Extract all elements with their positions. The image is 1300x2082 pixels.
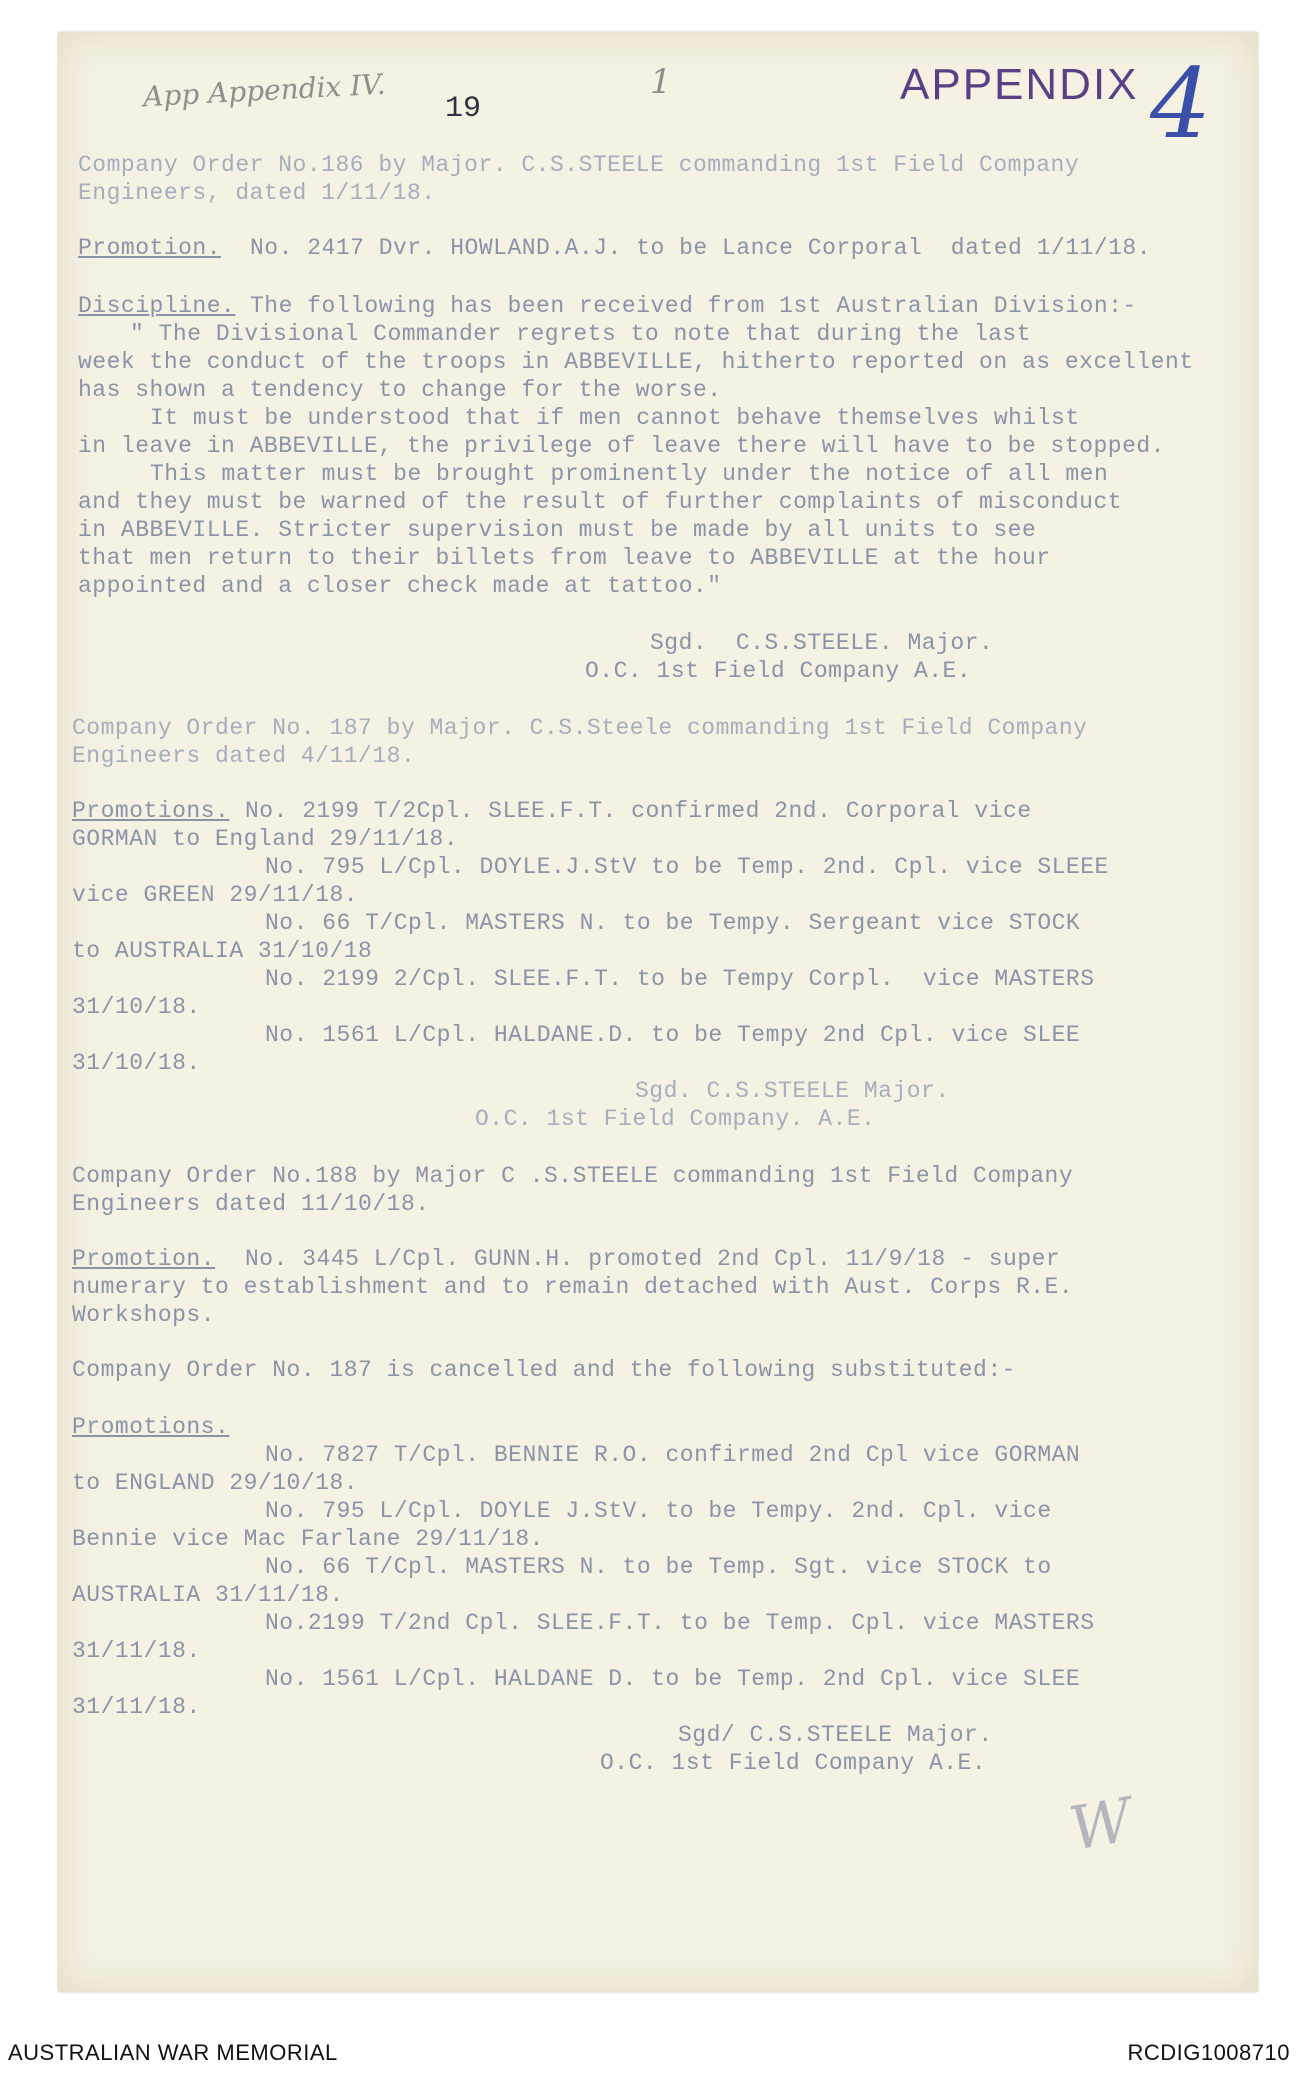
promotion-line: No. 795 L/Cpl. DOYLE J.StV. to be Tempy. 2nd. Cpl. vice (265, 1498, 1052, 1524)
order-186-signature-1: Sgd. C.S.STEELE. Major. (650, 630, 994, 656)
promotion-line: GORMAN to England 29/11/18. (72, 826, 459, 852)
order-187-header-2: Engineers dated 4/11/18. (72, 743, 416, 769)
promotion-line: No. 1561 L/Cpl. HALDANE D. to be Temp. 2nd Cpl. vice SLEE (265, 1666, 1081, 1692)
discipline-line: The following has been received from 1st Australian Division:- (250, 293, 1137, 319)
promotion-line: No. 3445 L/Cpl. GUNN.H. promoted 2nd Cpl. 11/9/18 - super (245, 1246, 1061, 1272)
order-188-header-1: Company Order No.188 by Major C .S.STEELE commanding 1st Field Company (72, 1163, 1074, 1189)
order-187-promotions-heading: Promotions. (72, 798, 230, 824)
discipline-line: appointed and a closer check made at tattoo." (78, 573, 722, 599)
promotion-line: Bennie vice Mac Farlane 29/11/18. (72, 1526, 544, 1552)
promotion-line: to ENGLAND 29/10/18. (72, 1470, 359, 1496)
promotion-line: vice GREEN 29/11/18. (72, 882, 359, 908)
order-187-signature-1: Sgd. C.S.STEELE Major. (635, 1078, 950, 1104)
promotion-line: No. 66 T/Cpl. MASTERS N. to be Temp. Sgt. vice STOCK to (265, 1554, 1052, 1580)
promotion-line: No. 795 L/Cpl. DOYLE.J.StV to be Temp. 2nd. Cpl. vice SLEEE (265, 854, 1109, 880)
promotion-line: 31/11/18. (72, 1694, 201, 1720)
promotion-line: No. 7827 T/Cpl. BENNIE R.O. confirmed 2nd Cpl vice GORMAN (265, 1442, 1081, 1468)
promotion-line: No. 2199 T/2Cpl. SLEE.F.T. confirmed 2nd. Corporal vice (245, 798, 1032, 824)
order-188-promotion-heading: Promotion. (72, 1246, 216, 1272)
footer-institution: AUSTRALIAN WAR MEMORIAL (8, 2040, 338, 2065)
discipline-line: This matter must be brought prominently under the notice of all men (150, 461, 1109, 487)
discipline-line: and they must be warned of the result of further complaints of misconduct (78, 489, 1123, 515)
discipline-line: in ABBEVILLE. Stricter supervision must be made by all units to see (78, 517, 1037, 543)
order-187-signature-2: O.C. 1st Field Company. A.E. (475, 1106, 876, 1132)
order-186-signature-2: O.C. 1st Field Company A.E. (585, 658, 972, 684)
promotion-line: 31/11/18. (72, 1638, 201, 1664)
cancellation-line: Company Order No. 187 is cancelled and the following substituted:- (72, 1357, 1016, 1383)
order-186-promotion-heading: Promotion. (78, 235, 222, 261)
promotion-line: 31/10/18. (72, 994, 201, 1020)
promotion-line: No. 66 T/Cpl. MASTERS N. to be Tempy. Sergeant vice STOCK (265, 910, 1081, 936)
promotion-line: numerary to establishment and to remain detached with Aust. Corps R.E. (72, 1274, 1074, 1300)
promotion-line: 31/10/18. (72, 1050, 201, 1076)
promotion-line: Workshops. (72, 1302, 216, 1328)
promotion-line: AUSTRALIA 31/11/18. (72, 1582, 344, 1608)
order-187-header-1: Company Order No. 187 by Major. C.S.Steele commanding 1st Field Company (72, 715, 1088, 741)
discipline-line: week the conduct of the troops in ABBEVILLE, hitherto reported on as excellent (78, 349, 1194, 375)
discipline-line: has shown a tendency to change for the worse. (78, 377, 722, 403)
discipline-line: that men return to their billets from leave to ABBEVILLE at the hour (78, 545, 1051, 571)
order-186-discipline-heading: Discipline. (78, 293, 236, 319)
appendix-number: 4 (1150, 48, 1212, 160)
promotion-line: to AUSTRALIA 31/10/18 (72, 938, 373, 964)
discipline-line: It must be understood that if men cannot behave themselves whilst (150, 405, 1080, 431)
promotion-line: No.2199 T/2nd Cpl. SLEE.F.T. to be Temp. Cpl. vice MASTERS (265, 1610, 1095, 1636)
page-mark: 1 (650, 62, 672, 102)
pencil-note: App Appendix IV. (142, 67, 387, 114)
order-188-signature-1: Sgd/ C.S.STEELE Major. (678, 1722, 993, 1748)
discipline-line: " The Divisional Commander regrets to note that during the last (130, 321, 1032, 347)
order-188-signature-2: O.C. 1st Field Company A.E. (600, 1750, 987, 1776)
promotion-line: No. 1561 L/Cpl. HALDANE.D. to be Tempy 2nd Cpl. vice SLEE (265, 1022, 1081, 1048)
footer-identifier: RCDIG1008710 (1127, 2040, 1290, 2065)
promotion-line: No. 2199 2/Cpl. SLEE.F.T. to be Tempy Corpl. vice MASTERS (265, 966, 1095, 992)
order-186-header-2: Engineers, dated 1/11/18. (78, 180, 436, 206)
order-186-promotion-line: No. 2417 Dvr. HOWLAND.A.J. to be Lance Corporal dated 1/11/18. (250, 235, 1152, 261)
pencil-initials: W (1064, 1785, 1138, 1865)
order-188-promotions-heading: Promotions. (72, 1414, 230, 1440)
appendix-stamp: APPENDIX (900, 60, 1139, 109)
page-number: 19 (445, 92, 482, 126)
discipline-line: in leave in ABBEVILLE, the privilege of leave there will have to be stopped. (78, 433, 1165, 459)
order-186-header-1: Company Order No.186 by Major. C.S.STEELE commanding 1st Field Company (78, 152, 1080, 178)
order-188-header-2: Engineers dated 11/10/18. (72, 1191, 430, 1217)
